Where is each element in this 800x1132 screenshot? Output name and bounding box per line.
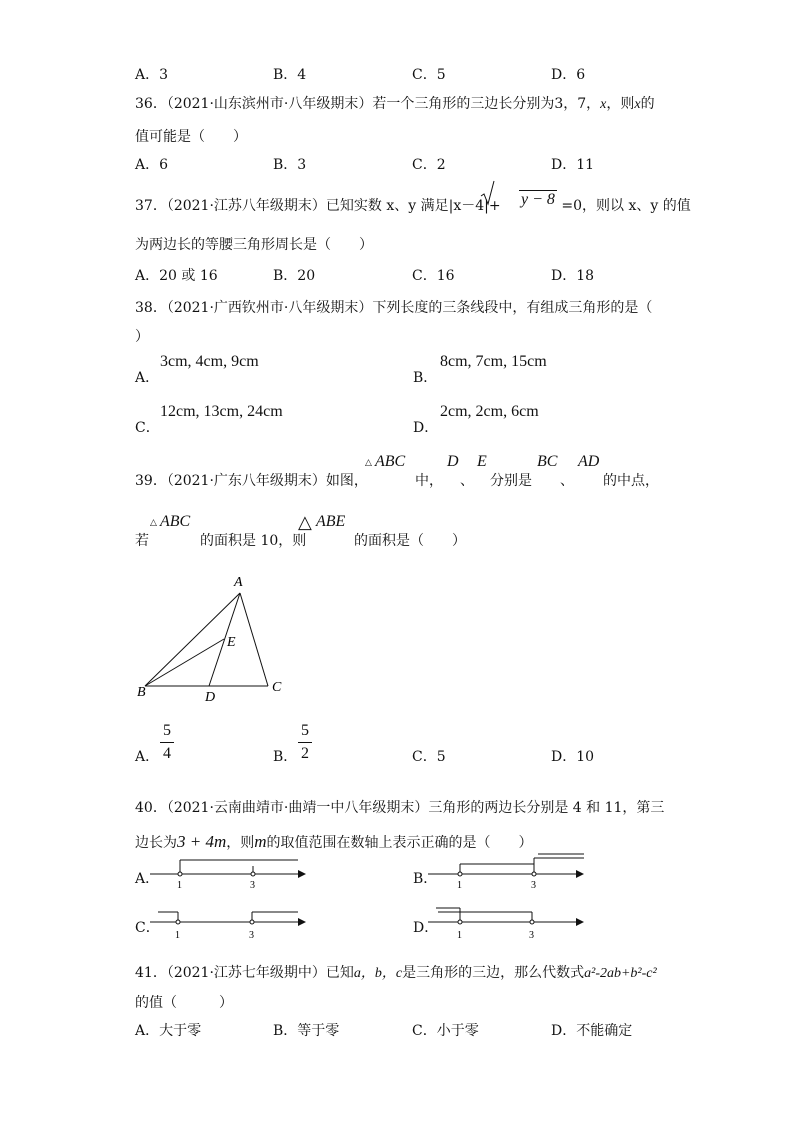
- q39-stem-p4: 的中点，: [603, 473, 659, 489]
- q40-option-c-label: C．: [135, 920, 160, 936]
- q41-option-b: B．等于零: [273, 1023, 340, 1039]
- q38-option-c-value: 12cm, 13cm, 24cm: [160, 403, 283, 420]
- q39-fig-label-d: D: [205, 690, 216, 705]
- q39-point-d: D: [447, 453, 459, 470]
- q38-option-b-label: B．: [413, 370, 438, 386]
- q35-option-c: C．5: [412, 67, 446, 83]
- q40-expr: 3 + 4m: [177, 832, 227, 851]
- q39-option-a-denominator: 4: [163, 745, 171, 762]
- q40-d-tick-3: 3: [529, 930, 534, 941]
- q39-seg-bc: BC: [537, 453, 558, 470]
- q40-c-tick-1: 1: [175, 930, 180, 941]
- q40-stem-line2: [135, 832, 533, 852]
- q41-text-b: 是三角形的三边，那么代数式: [402, 965, 585, 981]
- q39-option-c: C．5: [412, 749, 446, 765]
- q40-text-c: 的取值范围在数轴上表示正确的是（ ）: [266, 835, 533, 851]
- q37-stem-line1: [135, 191, 691, 215]
- q39-side-ac: [240, 593, 268, 686]
- q36-option-b: B．3: [273, 157, 307, 173]
- q38-option-b-value: 8cm, 7cm, 15cm: [440, 353, 547, 370]
- q39-triangle-symbol-icon-3: △: [298, 512, 312, 533]
- q36-option-d: D．11: [551, 157, 595, 173]
- q39-fig-label-b: B: [137, 685, 146, 700]
- q36-var-x2: x: [634, 97, 641, 112]
- q40-a-tick-3: 3: [250, 880, 255, 891]
- q40-b-tick-3: 3: [531, 880, 536, 891]
- q37-text-b: =0，则以 x、y 的值: [561, 198, 691, 214]
- q39-option-b-denominator: 2: [301, 745, 309, 762]
- q39-option-b-label: B．: [273, 749, 298, 765]
- q37-sqrt-radicand: y − 8: [521, 191, 555, 208]
- q41-stem-line1: [135, 962, 657, 982]
- q40-option-d-label: D．: [413, 920, 439, 936]
- q36-option-c: C．2: [412, 157, 446, 173]
- q41-stem-line2: 的值（ ）: [135, 995, 233, 1011]
- q40-option-a-label: A．: [135, 871, 160, 887]
- q38-option-d-value: 2cm, 2cm, 6cm: [440, 403, 539, 420]
- q39-triangle-symbol-icon: △: [365, 458, 372, 468]
- q40-text-a: 边长为: [135, 835, 177, 851]
- q39-stem-p1: 39．（2021·广东八年级期末）如图，: [135, 473, 368, 489]
- q41-vars: a，b，c: [353, 966, 403, 981]
- q39-tri-abe: ABE: [316, 513, 346, 530]
- q39-stem-p6: 的面积是 10，则: [200, 533, 307, 549]
- q36-stem-line1: [135, 93, 655, 113]
- q37-sqrt-sign-icon: [480, 180, 496, 206]
- q39-stem-p2: 中，: [415, 473, 443, 489]
- q37-stem-line2: 为两边长的等腰三角形周长是（ ）: [135, 237, 373, 253]
- q39-triangle-symbol-icon-2: △: [150, 518, 157, 528]
- q40-stem-line1: 40．（2021·云南曲靖市·曲靖一中八年级期末）三角形的两边长分别是 4 和 11，第三: [135, 800, 665, 816]
- q39-stem-p7: 的面积是（ ）: [354, 533, 466, 549]
- q39-sep2: 、: [560, 473, 574, 489]
- q40-c-tick-3: 3: [249, 930, 254, 941]
- q36-option-a: A．6: [135, 157, 169, 173]
- q40-b-tick-1: 1: [457, 880, 462, 891]
- q39-option-a-numerator: 5: [163, 722, 171, 739]
- q35-option-d: D．6: [551, 67, 586, 83]
- q39-option-b-numerator: 5: [301, 722, 309, 739]
- q36-text: 36．（2021·山东滨州市·八年级期末）若一个三角形的三边长分别为3，7，: [135, 96, 601, 112]
- q39-side-ab: [145, 593, 240, 686]
- q39-fig-label-c: C: [272, 680, 282, 695]
- q37-option-a: A．20 或 16: [135, 268, 218, 284]
- q38-stem-line2: ）: [135, 329, 149, 345]
- q40-text-b: ，则: [226, 835, 255, 851]
- q38-option-c-label: C．: [135, 420, 160, 436]
- q39-sep1: 、: [460, 473, 474, 489]
- q37-option-d: D．18: [551, 268, 595, 284]
- q40-option-c-number-line: [148, 902, 308, 942]
- q41-option-d: D．不能确定: [551, 1023, 633, 1039]
- q39-fig-label-e: E: [227, 635, 236, 650]
- q36-text-end: 的: [640, 96, 655, 112]
- q37-text-a: 37．（2021·江苏八年级期末）已知实数 x、y 满足|x－4|+: [135, 198, 501, 214]
- q39-tri-abc-2: ABC: [160, 513, 191, 530]
- q39-triangle-figure: [135, 570, 295, 710]
- q39-seg-ad: AD: [578, 453, 600, 470]
- q37-option-b: B．20: [273, 268, 316, 284]
- q38-option-a-value: 3cm, 4cm, 9cm: [160, 353, 259, 370]
- q36-text-tail: ，则: [606, 96, 635, 112]
- q40-option-a-number-line: [148, 852, 308, 892]
- q39-segment-be: [145, 639, 224, 686]
- q36-var-x: x: [600, 97, 607, 112]
- q41-option-a: A．大于零: [135, 1023, 202, 1039]
- q39-option-b-fraction: [298, 722, 312, 763]
- q41-text-a: 41．（2021·江苏七年级期中）已知: [135, 965, 354, 981]
- q40-a-tick-1: 1: [177, 880, 182, 891]
- q36-stem-line2: 值可能是（ ）: [135, 129, 247, 145]
- q39-option-a-label: A．: [135, 749, 160, 765]
- q40-option-d-number-line: [426, 902, 591, 942]
- q40-d-tick-1: 1: [457, 930, 462, 941]
- q38-option-a-label: A．: [135, 370, 160, 386]
- q39-tri-abc: ABC: [375, 453, 406, 470]
- q39-option-a-fraction: [160, 722, 174, 763]
- q39-option-d: D．10: [551, 749, 595, 765]
- q39-stem-p5: 若: [135, 533, 149, 549]
- q38-stem-line1: 38．（2021·广西钦州市·八年级期末）下列长度的三条线段中，有组成三角形的是（: [135, 300, 653, 316]
- q39-stem-p3: 分别是: [490, 473, 532, 489]
- q40-option-b-label: B．: [413, 871, 438, 887]
- q35-option-b: B．4: [273, 67, 307, 83]
- q38-option-d-label: D．: [413, 420, 439, 436]
- q41-expr: a²-2ab+b²-c²: [584, 966, 657, 981]
- q39-fig-label-a: A: [234, 575, 243, 590]
- q41-option-c: C．小于零: [412, 1023, 479, 1039]
- q39-point-e: E: [477, 453, 487, 470]
- q40-option-b-number-line: [426, 852, 591, 892]
- q40-var-m: m: [254, 832, 267, 851]
- q37-option-c: C．16: [412, 268, 455, 284]
- q35-option-a: A．3: [135, 67, 169, 83]
